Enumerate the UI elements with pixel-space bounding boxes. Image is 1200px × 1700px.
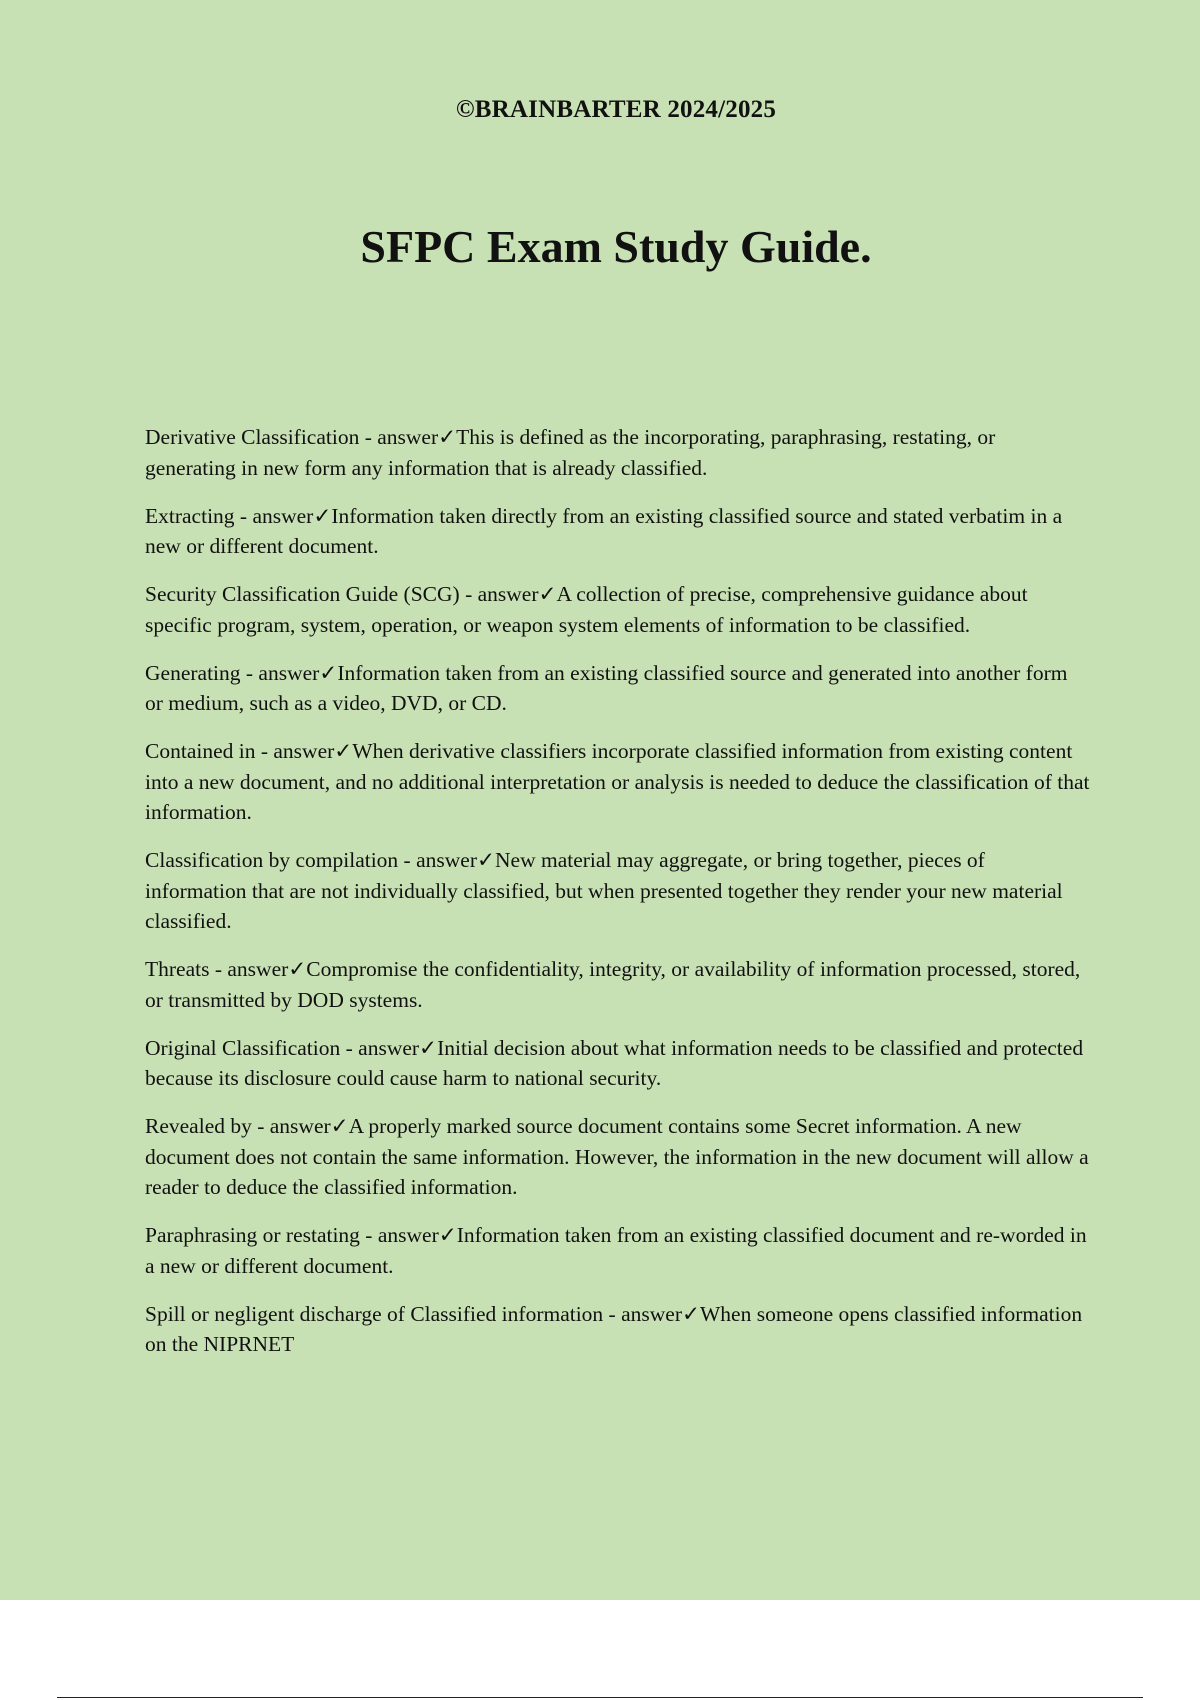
footer-divider — [57, 1697, 1143, 1698]
qa-item: Spill or negligent discharge of Classified information - answer✓When someone opens classified information on the NIPRNET — [145, 1301, 1083, 1356]
qa-list — [145, 422, 1090, 1377]
copyright-header: ©BRAINBARTER 2024/2025 — [455, 96, 777, 123]
qa-item: Classification by compilation - answer✓New material may aggregate, or bring together, pieces of information that are not individually classified, but when presented together they render your new material classified. — [145, 848, 1063, 933]
qa-item: Extracting - answer✓Information taken directly from an existing classified source and stated verbatim in a new or different document. — [145, 503, 1063, 558]
qa-item: Revealed by - answer✓A properly marked source document contains some Secret information. A new document does not contain the same information. However, the information in the new document will allow a reader to deduce the classified information. — [145, 1114, 1089, 1199]
qa-item: Contained in - answer✓When derivative classifiers incorporate classified information from existing content into a new document, and no additional interpretation or analysis is needed to deduce the classification of that information. — [145, 739, 1090, 824]
qa-item: Generating - answer✓Information taken from an existing classified source and generated into another form or medium, such as a video, DVD, or CD. — [145, 660, 1068, 715]
qa-item: Derivative Classification - answer✓This is defined as the incorporating, paraphrasing, restating, or generating in new form any information that is already classified. — [145, 425, 996, 480]
qa-item: Original Classification - answer✓Initial decision about what information needs to be classified and protected because its disclosure could cause harm to national security. — [145, 1035, 1084, 1090]
page-title: SFPC Exam Study Guide. — [360, 221, 872, 272]
qa-item: Paraphrasing or restating - answer✓Information taken from an existing classified document and re-worded in a new or different document. — [145, 1223, 1087, 1278]
qa-item: Threats - answer✓Compromise the confidentiality, integrity, or availability of information processed, stored, or transmitted by DOD systems. — [145, 957, 1081, 1012]
qa-item: Security Classification Guide (SCG) - answer✓A collection of precise, comprehensive guidance about specific program, system, operation, or weapon system elements of information to be classified. — [145, 582, 1028, 637]
